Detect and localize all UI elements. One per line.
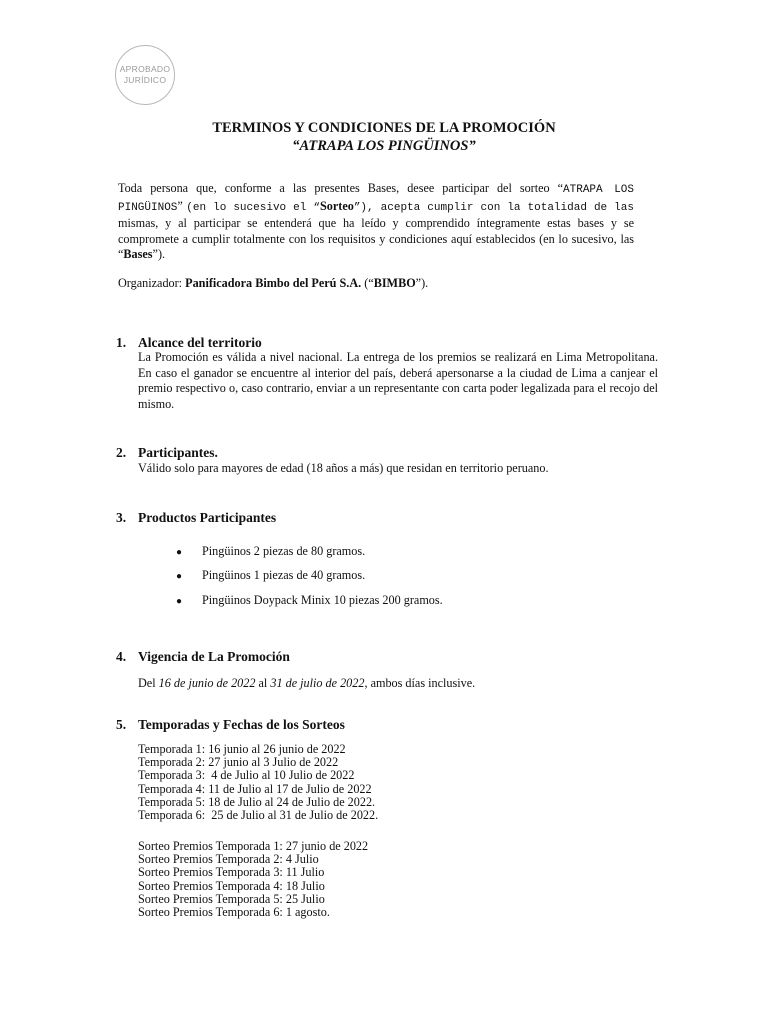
season-line: Temporada 1: 16 junio al 26 junio de 2022 bbox=[138, 742, 346, 756]
season-line: Temporada 4: 11 de Julio al 17 de Julio de 2022 bbox=[138, 781, 372, 796]
section-3-heading bbox=[116, 509, 276, 526]
intro-text-4: mismas, y al participar se entenderá que ha leído y comprendido íntegramente estas bases y se compromete a cumplir totalmente con los requisitos y condiciones aquí establecidos (en lo sucesivo, las “ bbox=[118, 216, 634, 261]
draw-line: Sorteo Premios Temporada 4: 18 Julio bbox=[138, 878, 325, 893]
draws-list bbox=[138, 840, 368, 919]
document-title: TERMINOS Y CONDICIONES DE LA PROMOCIÓN bbox=[212, 120, 556, 136]
product-label: Pingüinos Doypack Minix 10 piezas 200 gramos. bbox=[202, 593, 443, 607]
intro-paragraph bbox=[118, 181, 634, 263]
intro-text-5: ”). bbox=[152, 247, 166, 261]
validity-text-1: Del bbox=[138, 676, 159, 690]
stamp-line-1: APROBADO bbox=[119, 64, 171, 74]
section-title: Participantes. bbox=[138, 445, 218, 460]
intro-text-mono-1: (en lo sucesivo el “ bbox=[186, 201, 320, 214]
season-line: Temporada 2: 27 junio al 3 Julio de 2022 bbox=[138, 755, 339, 770]
section-2-body: Válido solo para mayores de edad (18 años a más) que residan en territorio peruano. bbox=[138, 461, 549, 475]
organizer-short-name: BIMBO bbox=[373, 276, 416, 290]
list-item bbox=[176, 593, 443, 609]
intro-text-2: ” bbox=[177, 198, 187, 213]
section-1-heading bbox=[116, 334, 262, 351]
organizer-name: Panificadora Bimbo del Perú S.A. bbox=[185, 276, 362, 290]
list-item bbox=[176, 544, 365, 560]
organizer-open-quote: (“ bbox=[361, 276, 374, 290]
section-4-body bbox=[138, 676, 658, 692]
bullet-icon: ● bbox=[176, 596, 183, 607]
section-title: Temporadas y Fechas de los Sorteos bbox=[138, 717, 345, 732]
section-number: 4. bbox=[116, 649, 127, 664]
organizer-label: Organizador: bbox=[118, 276, 186, 290]
section-number: 5. bbox=[116, 717, 127, 732]
section-title: Vigencia de La Promoción bbox=[138, 649, 290, 664]
section-number: 3. bbox=[116, 510, 127, 525]
list-item bbox=[176, 568, 365, 584]
validity-end-date: 31 de julio de 2022 bbox=[270, 676, 365, 690]
section-title: Productos Participantes bbox=[138, 510, 277, 525]
validity-text-2: al bbox=[255, 676, 271, 690]
season-line: Temporada 6: 25 de Julio al 31 de Julio de 2022. bbox=[138, 808, 379, 823]
draw-line: Sorteo Premios Temporada 5: 25 Julio bbox=[138, 891, 325, 906]
validity-start-date: 16 de junio de 2022 bbox=[158, 676, 256, 690]
section-number: 2. bbox=[116, 445, 127, 460]
organizer-close-quote: ”). bbox=[415, 276, 429, 290]
section-5-heading bbox=[116, 716, 345, 733]
bullet-icon: ● bbox=[176, 547, 183, 558]
product-label: Pingüinos 1 piezas de 40 gramos. bbox=[202, 568, 366, 582]
intro-text-1: Toda persona que, conforme a las presentes Bases, desee participar del sorteo “ bbox=[118, 181, 564, 195]
document-subtitle: “ATRAPA LOS PINGÜINOS” bbox=[292, 138, 476, 154]
season-line: Temporada 3: 4 de Julio al 10 Julio de 2022 bbox=[138, 768, 355, 783]
section-number: 1. bbox=[116, 335, 127, 350]
intro-bases-term: Bases bbox=[123, 247, 153, 261]
draw-line: Sorteo Premios Temporada 3: 11 Julio bbox=[138, 865, 325, 880]
section-title: Alcance del territorio bbox=[138, 335, 262, 350]
intro-promo-name: ATRAPA LOS PINGÜINOS bbox=[118, 184, 634, 214]
organizer-line bbox=[118, 276, 634, 292]
intro-text-mono-2: ”), acepta cumplir con la totalidad de las bbox=[353, 201, 634, 214]
intro-sorteo-term: Sorteo bbox=[319, 198, 354, 213]
draw-line: Sorteo Premios Temporada 1: 27 junio de 2022 bbox=[138, 839, 369, 853]
bullet-icon: ● bbox=[176, 571, 183, 582]
section-2-heading bbox=[116, 444, 218, 461]
product-label: Pingüinos 2 piezas de 80 gramos. bbox=[202, 544, 366, 558]
draw-line: Sorteo Premios Temporada 6: 1 agosto. bbox=[138, 905, 330, 920]
section-4-heading bbox=[116, 648, 290, 665]
season-line: Temporada 5: 18 de Julio al 24 de Julio de 2022. bbox=[138, 794, 376, 809]
stamp-line-2: JURÍDICO bbox=[123, 75, 167, 85]
seasons-list bbox=[138, 743, 378, 822]
draw-line: Sorteo Premios Temporada 2: 4 Julio bbox=[138, 852, 319, 867]
approval-stamp bbox=[115, 45, 175, 105]
validity-text-3: , ambos días inclusive. bbox=[364, 676, 476, 690]
section-1-body: La Promoción es válida a nivel nacional. La entrega de los premios se realizará en Lima Metropolitana. En caso el ganador se encuentre al interior del país, deberá apersonarse a la ciudad de Lima a canjear el premio respectivo o, caso contrario, enviar a un representante con carta poder legalizada para el recojo del mismo. bbox=[138, 350, 658, 411]
